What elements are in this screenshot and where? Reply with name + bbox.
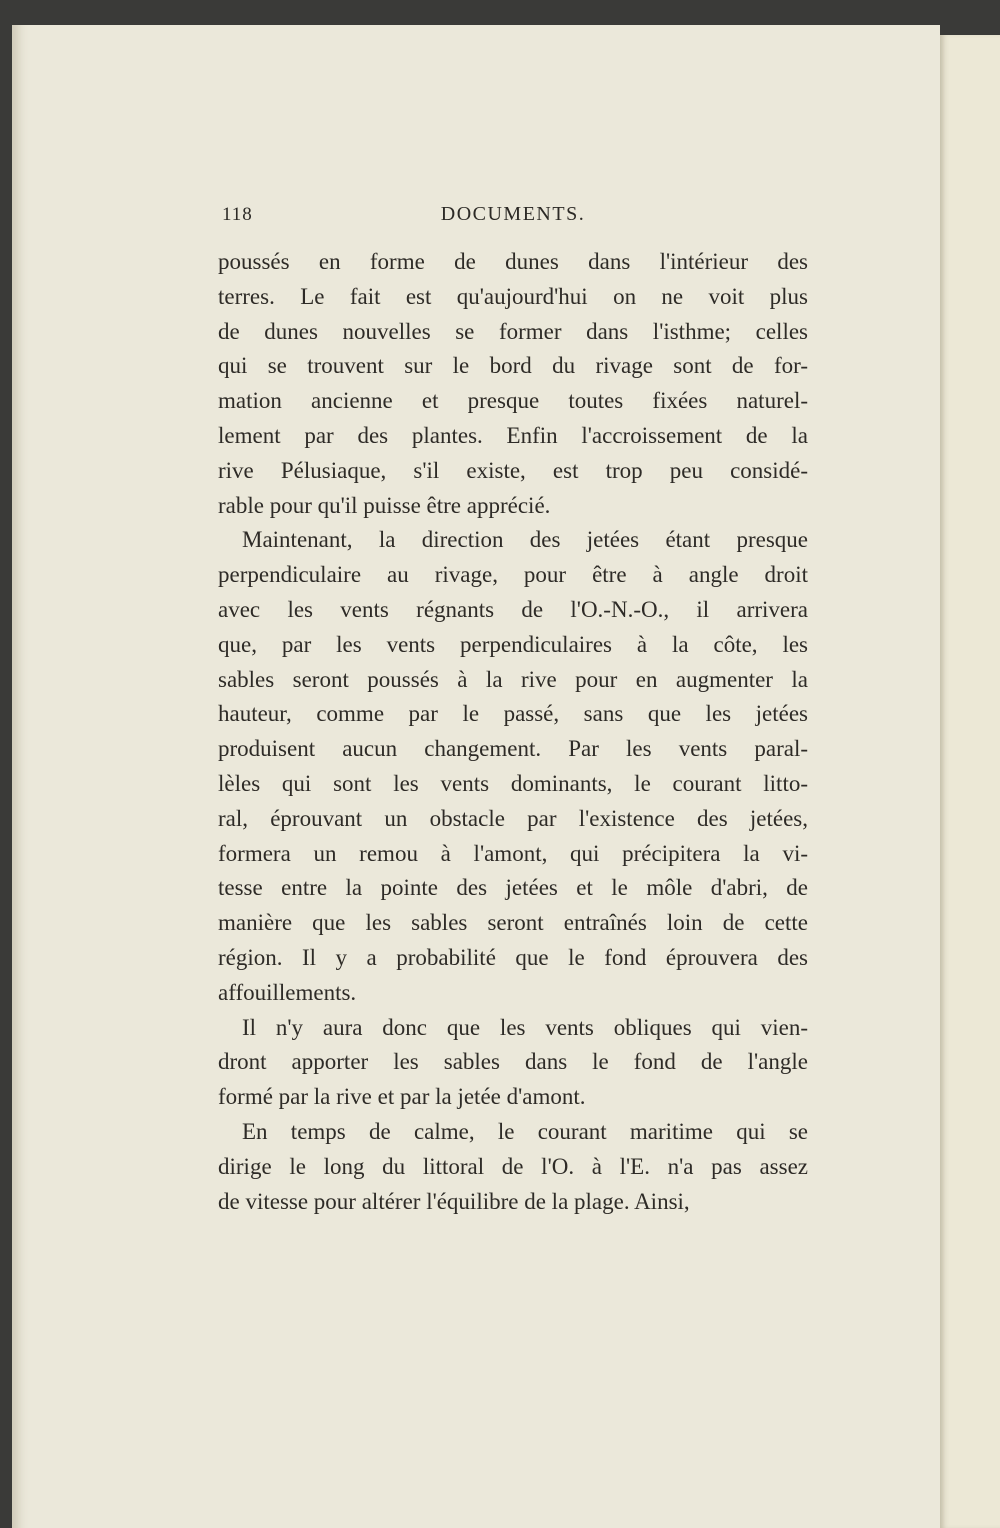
body-text [218,245,808,1219]
text-line: formera un remou à l'amont, qui précipitera la vi- [218,840,808,866]
text-line: produisent aucun changement. Par les vents paral- [218,736,808,762]
text-line: que, par les vents perpendiculaires à la côte, les [218,631,808,657]
text-line: En temps de calme, le courant maritime qui se [242,1118,808,1144]
text-line: Maintenant, la direction des jetées étant presque [242,527,808,553]
text-line: manière que les sables seront entraînés loin de cette [218,910,808,936]
paragraph [218,1011,808,1115]
page-header [218,200,808,230]
paragraph [218,523,808,1010]
running-title: DOCUMENTS. [440,203,586,225]
text-line: de dunes nouvelles se former dans l'isthme; celles [218,318,808,344]
text-line: lèles qui sont les vents dominants, le courant litto- [218,770,808,796]
paragraph [218,245,808,523]
text-line: qui se trouvent sur le bord du rivage sont de for- [218,353,808,379]
text-line: tesse entre la pointe des jetées et le môle d'abri, de [218,875,808,901]
text-line: terres. Le fait est qu'aujourd'hui on ne voit plus [218,283,808,309]
text-line: lement par des plantes. Enfin l'accroissement de la [218,422,808,448]
text-line: hauteur, comme par le passé, sans que les jetées [218,701,808,727]
text-line: rable pour qu'il puisse être apprécié. [218,492,551,518]
text-line: dront apporter les sables dans le fond de l'angle [218,1049,808,1075]
text-line: affouillements. [218,979,357,1005]
text-line: rive Pélusiaque, s'il existe, est trop peu considé- [218,457,808,483]
page-number: 118 [222,204,253,225]
text-line: mation ancienne et presque toutes fixées naturel- [218,388,808,414]
text-line: région. Il y a probabilité que le fond éprouvera des [218,944,808,970]
text-line: poussés en forme de dunes dans l'intérieur des [218,249,808,274]
text-line: avec les vents régnants de l'O.-N.-O., il arrivera [218,596,808,622]
text-line: sables seront poussés à la rive pour en augmenter la [218,666,808,692]
paragraph [218,1115,808,1219]
text-line: perpendiculaire au rivage, pour être à angle droit [218,562,808,588]
text-line: formé par la rive et par la jetée d'amont. [218,1084,586,1110]
text-line: dirige le long du littoral de l'O. à l'E. n'a pas assez [218,1153,808,1179]
text-line: Il n'y aura donc que les vents obliques qui vien- [242,1014,808,1040]
text-line: de vitesse pour altérer l'équilibre de la plage. Ainsi, [218,1188,690,1214]
next-page-edge [940,35,1000,1528]
text-line: ral, éprouvant un obstacle par l'existence des jetées, [218,805,808,831]
